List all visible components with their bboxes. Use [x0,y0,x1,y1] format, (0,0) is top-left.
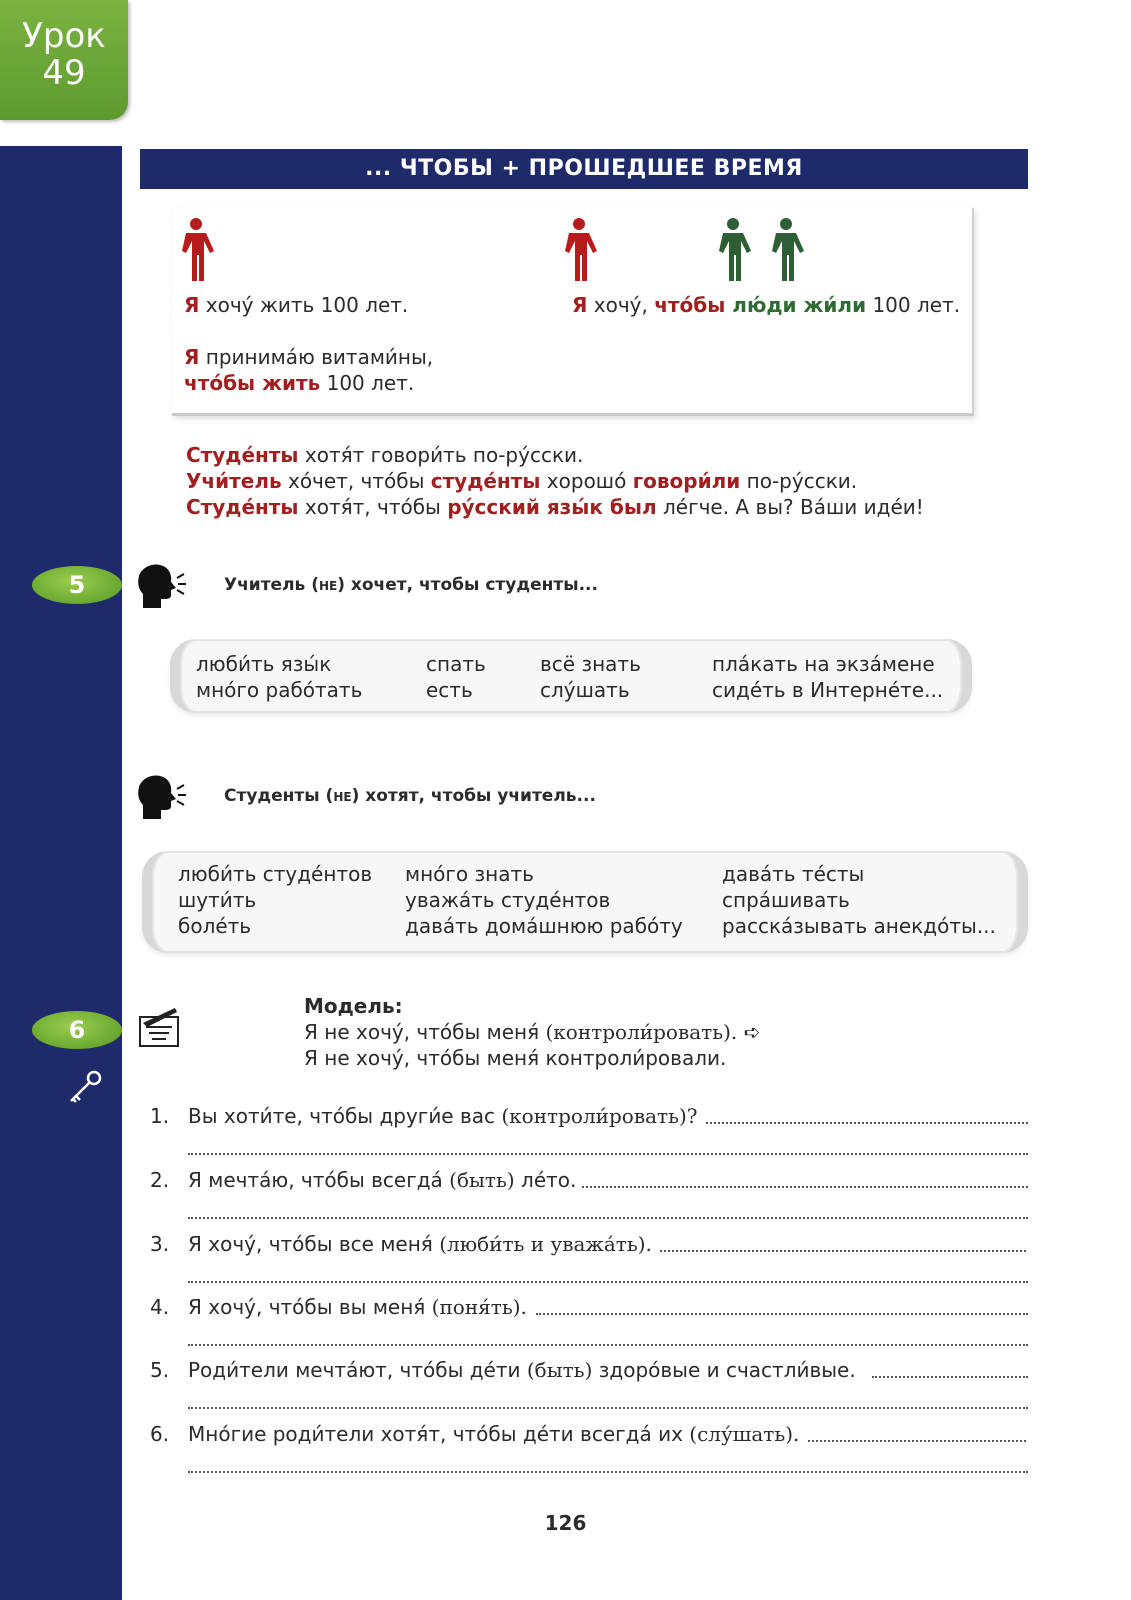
exercise-badge-5: 5 [32,566,122,604]
example-text: хочу́ жить 100 лет. [199,293,409,317]
item-verb: (люби́ть и уважа́ть). [439,1232,652,1256]
word-column [426,651,486,703]
word-item: дава́ть дома́шнюю рабо́ту [405,914,683,938]
answer-line[interactable] [188,1407,1028,1409]
answer-line[interactable] [808,1440,1026,1442]
word-item: люби́ть язы́к [196,652,332,676]
item-sentence: Я хочу́, что́бы вы меня́ [188,1295,432,1319]
exercise5-prompt-2 [224,786,596,806]
rule-line [186,494,924,520]
item-number: 3. [150,1232,170,1256]
prompt-text: не [333,786,352,806]
word-item: есть [426,678,473,702]
item-sentence: Я мечта́ю, что́бы всегда́ [188,1168,450,1192]
item-text [188,1167,576,1193]
word-column [712,651,943,703]
writing-icon [137,1005,181,1049]
rule-highlight: студе́нты [430,469,541,493]
left-strip [0,146,122,1600]
example-highlight: что́бы [654,293,726,317]
prompt-text: ) хотят, чтобы учитель... [351,786,596,806]
word-column [540,651,641,703]
exercise-badge-6: 6 [32,1011,122,1049]
speaking-head-icon [135,560,187,612]
example-left-3 [184,370,414,396]
prompt-text: Студенты ( [224,786,334,806]
example-right [572,292,960,318]
item-number: 1. [150,1104,170,1128]
item-sentence: здоро́вые и счастли́вые. [592,1358,856,1382]
answer-line[interactable] [660,1250,1026,1252]
person-red-icon [176,216,216,286]
answer-line[interactable] [536,1313,1028,1315]
item-verb: (слу́шать). [689,1422,800,1446]
word-item: мно́го знать [405,862,534,886]
rule-text: по-ру́сски. [740,469,858,493]
exercise5-prompt-1 [224,575,598,595]
item-number: 6. [150,1422,170,1446]
model-line-2: Я не хочу́, что́бы меня́ контроли́ровали. [304,1046,727,1070]
word-item: уважа́ть студе́нтов [405,888,611,912]
example-text: принима́ю витами́ны, [199,345,434,369]
person-green-icon [766,216,806,286]
rule-text: хотя́т говори́ть по-ру́сски. [298,443,584,467]
word-column [722,861,996,939]
item-verb: (быть) [449,1168,515,1192]
item-verb: (контроли́ровать)? [501,1104,698,1128]
rule-text: хо́чет, что́бы [281,469,431,493]
exercise-item [150,1421,1030,1481]
answer-line[interactable] [188,1217,1028,1219]
example-text: хочу́, [587,293,655,317]
word-item: слу́шать [540,678,630,702]
item-number: 5. [150,1358,170,1382]
answer-line[interactable] [706,1122,1028,1124]
prompt-text: ) хочет, чтобы студенты... [337,575,598,595]
item-text [188,1421,799,1447]
word-item: расска́зывать анекдо́ты... [722,914,996,938]
word-item: спра́шивать [722,888,850,912]
person-green-icon [713,216,753,286]
example-subject: Я [184,293,200,317]
word-item: мно́го рабо́тать [196,678,363,702]
word-item: шути́ть [178,888,257,912]
item-text [188,1357,856,1383]
answer-line[interactable] [188,1344,1028,1346]
prompt-text: Учитель ( [224,575,319,595]
example-left-1 [184,292,408,318]
lesson-tab [0,0,128,120]
item-sentence: Вы хоти́те, что́бы други́е вас [188,1104,502,1128]
section-title: ... ЧТОБЫ + ПРОШЕДШЕЕ ВРЕМЯ [140,149,1028,189]
speaking-head-icon [135,771,187,823]
answer-line[interactable] [872,1376,1028,1378]
model-text: Я не хочу́, что́бы меня́ [304,1020,546,1044]
key-icon [66,1068,104,1106]
item-number: 4. [150,1295,170,1319]
item-sentence: Я хочу́, что́бы все меня́ [188,1232,440,1256]
lesson-number: 49 [42,53,86,93]
item-text [188,1103,698,1129]
item-number: 2. [150,1168,170,1192]
answer-line[interactable] [582,1186,1028,1188]
person-red-icon [559,216,599,286]
answer-line[interactable] [188,1153,1028,1155]
example-subject: Я [184,345,200,369]
rule-highlight: ру́сский язы́к был [447,495,657,519]
word-item: боле́ть [178,914,252,938]
item-sentence: ле́то. [514,1168,577,1192]
word-item: сиде́ть в Интерне́те... [712,678,944,702]
word-column [178,861,372,939]
exercise-item [150,1357,1030,1417]
exercise-item [150,1103,1030,1163]
exercise-item [150,1167,1030,1227]
item-text [188,1294,527,1320]
rules-block [186,442,924,520]
word-item: люби́ть студе́нтов [178,862,373,886]
item-sentence: Мно́гие роди́тели хотя́т, что́бы де́ти всегда́ их [188,1422,690,1446]
example-highlight: что́бы жить [184,371,321,395]
word-item: спать [426,652,486,676]
model-block [304,993,760,1071]
arrow-icon: ➪ [743,1020,761,1044]
item-verb: (поня́ть). [431,1295,527,1319]
rule-subject: Студе́нты [186,495,299,519]
prompt-text: не [318,575,338,595]
page-number: 126 [544,1511,587,1535]
example-subject: Я [572,293,588,317]
rule-line [186,442,924,468]
lesson-word: Урок [22,16,106,56]
example-highlight-green: лю́ди жи́ли [725,293,867,317]
word-item: дава́ть те́сты [722,862,865,886]
example-left-2 [184,344,433,370]
exercise-item [150,1231,1030,1291]
item-verb: (быть) [526,1358,593,1382]
rule-text: ле́гче. А вы? Ва́ши иде́и! [656,495,924,519]
item-sentence: Роди́тели мечта́ют, что́бы де́ти [188,1358,527,1382]
word-column [405,861,683,939]
rule-line [186,468,924,494]
item-text [188,1231,652,1257]
example-text: 100 лет. [320,371,415,395]
answer-line[interactable] [188,1281,1028,1283]
rule-subject: Студе́нты [186,443,299,467]
word-column [196,651,362,703]
rule-highlight: говори́ли [632,469,741,493]
example-text: 100 лет. [866,293,961,317]
rule-subject: Учи́тель [186,469,282,493]
model-heading: Модель: [304,994,403,1018]
rule-text: хорошо́ [540,469,633,493]
answer-line[interactable] [188,1471,1028,1473]
word-item: всё знать [540,652,641,676]
exercise-item [150,1294,1030,1354]
rule-text: хотя́т, что́бы [298,495,448,519]
model-verb: (контроли́ровать). [545,1020,738,1044]
word-item: пла́кать на экза́мене [712,652,935,676]
model-line-1 [304,1019,760,1045]
